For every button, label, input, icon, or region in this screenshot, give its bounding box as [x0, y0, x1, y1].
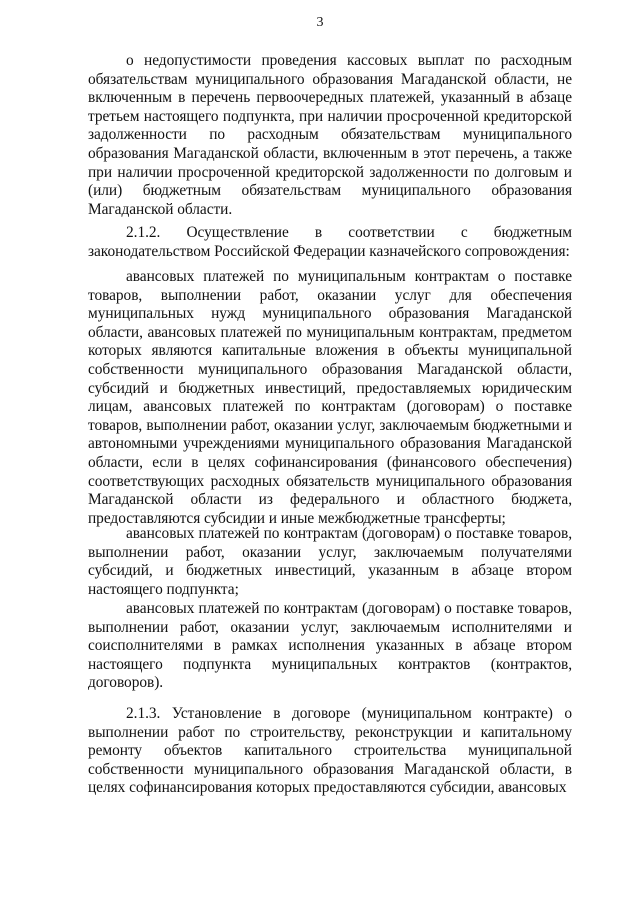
paragraph-advance-payments-municipal-contracts: авансовых платежей по муниципальным контрактам о поставке товаров, выполнении работ, оказании услуг для обеспечения муниципальных нужд муниципального образования Магаданской области, авансовых платежей по муниципальным контрактам, предметом которых являются капитальные вложения в объекты муниципальной собственности муниципального образования Магаданской области, субсидий и бюджетных инвестиций, предоставляемых юридическим лицам, авансовых платежей по контрактам (договорам) о поставке товаров, выполнении работ, оказании услуг, заключаемым бюджетными и автономными учреждениями муниципального образования Магаданской области, если в целях софинансирования (финансового обеспечения) соответствующих расходных обязательств муниципального образования Магаданской области из федерального и областного бюджета, предоставляются субсидии и иные межбюджетные трансферты; [88, 268, 572, 527]
paragraph-2-1-2-heading: 2.1.2. Осуществление в соответствии с бюджетным законодательством Российской Федерации казначейского сопровождения: [88, 224, 572, 260]
paragraph-2-1-3-contract-terms: 2.1.3. Установление в договоре (муниципальном контракте) о выполнении работ по строительству, реконструкции и капитальному ремонту объектов капитального строительства муниципальной собственности муниципального образования Магаданской области, в целях софинансирования которых предоставляются субсидии, авансовых [88, 705, 572, 797]
paragraph-payment-restriction: о недопустимости проведения кассовых выплат по расходным обязательствам муниципального образования Магаданской области, не включенным в перечень первоочередных платежей, указанный в абзаце третьем настоящего подпункта, при наличии просроченной кредиторской задолженности по расходным обязательствам муниципального образования Магаданской области, включенным в этот перечень, а также при наличии просроченной кредиторской задолженности по долговым и (или) бюджетным обязательствам муниципального образования Магаданской области. [88, 52, 572, 218]
paragraph-advance-payments-contractors: авансовых платежей по контрактам (договорам) о поставке товаров, выполнении работ, оказании услуг, заключаемым исполнителями и соисполнителями в рамках исполнения указанных в абзаце втором настоящего подпункта муниципальных контрактов (контрактов, договоров). [88, 600, 572, 692]
paragraph-advance-payments-subsidy-recipients: авансовых платежей по контрактам (договорам) о поставке товаров, выполнении работ, оказании услуг, заключаемым получателями субсидий, и бюджетных инвестиций, указанным в абзаце втором настоящего подпункта; [88, 525, 572, 598]
page-number: 3 [316, 15, 324, 30]
